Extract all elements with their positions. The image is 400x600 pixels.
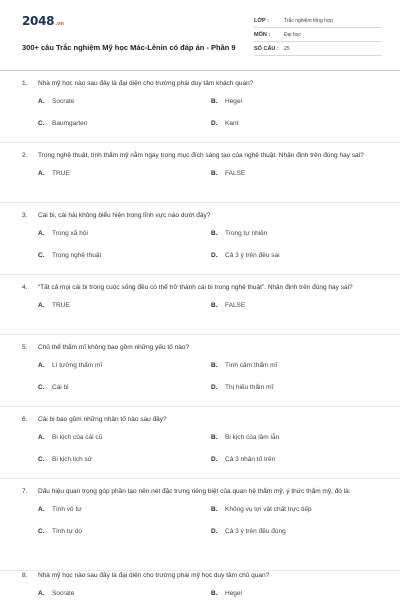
question-item <box>22 210 382 266</box>
answer-text: Tính vô tư <box>52 505 82 513</box>
answer-key: C. <box>38 119 45 127</box>
answer-text: FALSE <box>225 169 246 177</box>
question-divider <box>0 202 400 203</box>
answer-key: A. <box>38 589 45 597</box>
meta-table <box>254 14 382 56</box>
answer-option[interactable] <box>38 222 211 244</box>
question-item <box>22 78 382 134</box>
answer-option[interactable] <box>211 448 384 470</box>
question-number: 6. <box>22 416 28 423</box>
question-item <box>22 150 382 184</box>
question-divider <box>0 142 400 143</box>
question-stem <box>22 570 382 582</box>
question-divider <box>0 478 400 479</box>
question-divider <box>0 274 400 275</box>
answer-text: Không vụ lợi vật chất trực tiếp <box>225 505 312 513</box>
answer-option[interactable] <box>38 376 211 398</box>
answer-grid <box>38 222 382 266</box>
question-stem <box>22 210 382 222</box>
answer-option[interactable] <box>211 90 384 112</box>
question-stem <box>22 282 382 294</box>
question-text: Dấu hiệu quan trọng góp phần tạo nên nét đặc trưng riêng biệt của quan hệ thẩm mỹ, ý thức thẩm mỹ, đó là: <box>38 488 351 495</box>
answer-text: Socrate <box>52 97 75 105</box>
answer-option[interactable] <box>38 90 211 112</box>
page-title: 300+ câu Trắc nghiệm Mỹ học Mác-Lênin có đáp án - Phần 9 <box>22 43 236 52</box>
answer-text: TRUE <box>52 301 70 309</box>
answer-option[interactable] <box>38 448 211 470</box>
answer-key: C. <box>38 383 45 391</box>
question-text: Chủ thể thẩm mĩ không bao gồm những yếu tố nào? <box>38 344 190 351</box>
answer-grid <box>38 498 382 542</box>
answer-grid <box>38 426 382 470</box>
answer-text: Tính tự do <box>52 527 83 535</box>
question-number: 8. <box>22 572 28 579</box>
answer-option[interactable] <box>38 498 211 520</box>
answer-text: TRUE <box>52 169 70 177</box>
logo-suffix: .vn <box>55 21 64 27</box>
header-divider <box>0 70 400 71</box>
answer-option[interactable] <box>211 354 384 376</box>
answer-text: Cả 3 ý trên đều đúng <box>225 527 286 535</box>
meta-label: LỚP : <box>254 17 269 24</box>
answer-option[interactable] <box>38 520 211 542</box>
answer-option[interactable] <box>211 294 384 316</box>
answer-text: Bi kịch lịch sử <box>52 455 93 463</box>
meta-row-class <box>254 14 382 28</box>
answer-option[interactable] <box>211 244 384 266</box>
question-text: Trong nghệ thuật, tính thẩm mỹ nằm ngay trong mục đích sáng tạo của nghệ thuật. Nhận định trên đúng hay sai? <box>38 152 364 159</box>
answer-key: A. <box>38 505 45 513</box>
question-stem <box>22 486 382 498</box>
answer-option[interactable] <box>211 222 384 244</box>
answer-option[interactable] <box>38 162 211 184</box>
meta-row-subject <box>254 28 382 42</box>
answer-key: D. <box>211 119 218 127</box>
answer-key: B. <box>211 589 218 597</box>
answer-key: D. <box>211 383 218 391</box>
answer-option[interactable] <box>211 520 384 542</box>
answer-text: Hegel <box>225 589 242 597</box>
answer-key: B. <box>211 505 218 513</box>
answer-key: A. <box>38 229 45 237</box>
answer-option[interactable] <box>211 162 384 184</box>
question-item <box>22 342 382 398</box>
answer-option[interactable] <box>38 294 211 316</box>
answer-key: A. <box>38 301 45 309</box>
question-item <box>22 414 382 470</box>
logo-text: 2048 <box>22 14 55 28</box>
answer-grid <box>38 90 382 134</box>
answer-key: C. <box>38 527 45 535</box>
answer-text: Bi kịch của cái cũ <box>52 433 103 441</box>
meta-label: SỐ CÂU : <box>254 45 279 52</box>
answer-key: B. <box>211 361 218 369</box>
answer-key: B. <box>211 229 218 237</box>
answer-key: A. <box>38 97 45 105</box>
answer-key: D. <box>211 251 218 259</box>
answer-text: Kant <box>225 119 239 127</box>
answer-option[interactable] <box>211 498 384 520</box>
meta-label: MÔN : <box>254 31 271 38</box>
answer-key: A. <box>38 433 45 441</box>
meta-value: 25 <box>284 45 290 52</box>
question-item <box>22 570 382 600</box>
answer-key: A. <box>38 169 45 177</box>
question-number: 1. <box>22 80 28 87</box>
answer-option[interactable] <box>38 112 211 134</box>
site-logo[interactable] <box>22 14 64 28</box>
answer-text: Socrate <box>52 589 75 597</box>
answer-grid <box>38 162 382 184</box>
answer-text: Thị hiếu thẩm mĩ <box>225 383 274 391</box>
question-text: Nhà mỹ học nào sau đây là đại diện cho trường phái mỹ học duy tâm chủ quan? <box>38 572 270 579</box>
question-divider <box>0 334 400 335</box>
question-stem <box>22 414 382 426</box>
question-number: 3. <box>22 212 28 219</box>
answer-option[interactable] <box>211 582 384 600</box>
question-item <box>22 282 382 316</box>
answer-option[interactable] <box>211 426 384 448</box>
answer-text: Bi kịch của lầm lẫn <box>225 433 280 441</box>
answer-text: FALSE <box>225 301 246 309</box>
answer-text: Hegel <box>225 97 242 105</box>
answer-option[interactable] <box>38 582 211 600</box>
question-text: Cái bi, cái hài không biểu hiện trong lĩnh vực nào dưới đây? <box>38 212 211 219</box>
answer-grid <box>38 354 382 398</box>
answer-text: Lí tưởng thẩm mĩ <box>52 361 103 369</box>
answer-key: B. <box>211 301 218 309</box>
answer-text: Trong tự nhiên <box>225 229 268 237</box>
question-text: Cái bi bao gồm những nhân tố nào sau đây? <box>38 416 167 423</box>
answer-text: Cả 3 nhân tố trên <box>225 455 276 463</box>
answer-text: Cả 3 ý trên đều sai <box>225 251 280 259</box>
answer-text: Tình cảm thẩm mĩ <box>225 361 278 369</box>
answer-option[interactable] <box>38 354 211 376</box>
question-text: Nhà mỹ học nào sau đây là đại diện cho trường phái duy tâm khách quan? <box>38 80 254 87</box>
question-item <box>22 486 382 542</box>
question-number: 7. <box>22 488 28 495</box>
answer-grid <box>38 582 382 600</box>
answer-text: Baumgarten <box>52 119 88 127</box>
question-number: 4. <box>22 284 28 291</box>
answer-key: C. <box>38 455 45 463</box>
answer-key: C. <box>38 251 45 259</box>
meta-value: Trắc nghiệm tổng hợp <box>284 17 333 24</box>
question-stem <box>22 342 382 354</box>
answer-key: B. <box>211 169 218 177</box>
answer-option[interactable] <box>211 112 384 134</box>
document-header <box>22 14 382 70</box>
answer-option[interactable] <box>211 376 384 398</box>
question-number: 5. <box>22 344 28 351</box>
answer-key: D. <box>211 527 218 535</box>
question-text: “Tất cả mọi cái bi trong cuộc sống đều có thể trở thành cái bi trong nghệ thuật”. Nhận định trên đúng hay sai? <box>38 284 353 291</box>
answer-key: D. <box>211 455 218 463</box>
answer-key: A. <box>38 361 45 369</box>
question-number: 2. <box>22 152 28 159</box>
question-divider <box>0 406 400 407</box>
meta-value: Đại học <box>284 31 301 38</box>
answer-key: B. <box>211 97 218 105</box>
answer-option[interactable] <box>38 426 211 448</box>
answer-grid <box>38 294 382 316</box>
question-stem <box>22 78 382 90</box>
meta-row-count <box>254 42 382 56</box>
answer-text: Trong xã hội <box>52 229 88 237</box>
answer-text: Trong nghệ thuật <box>52 251 102 259</box>
answer-text: Cái bi <box>52 383 69 391</box>
question-stem <box>22 150 382 162</box>
answer-option[interactable] <box>38 244 211 266</box>
answer-key: B. <box>211 433 218 441</box>
